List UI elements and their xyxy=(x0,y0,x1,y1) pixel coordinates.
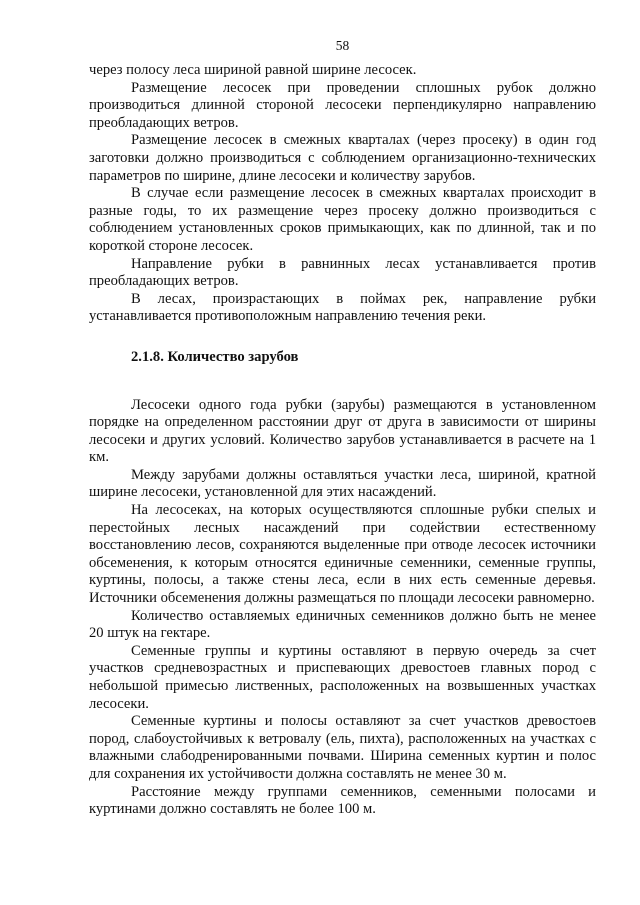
paragraph: На лесосеках, на которых осуществляются сплошные рубки спелых и перестойных лесных насаждений при содействии естественному восстановлению лесов, сохраняются выделенные при отводе лесосек источники обсеменения, к которым относятся единичные семенники, семенные группы, куртины, полосы, а также стены леса, если в них есть семенные деревья. Источники обсеменения должны размещаться по площади лесосеки равномерно. xyxy=(89,502,596,607)
document-page xyxy=(89,38,596,819)
paragraph: В лесах, произрастающих в поймах рек, направление рубки устанавливается противоположным направлению течения реки. xyxy=(89,290,596,325)
section-heading: 2.1.8. Количество зарубов xyxy=(131,348,299,365)
paragraph: Направление рубки в равнинных лесах устанавливается против преобладающих ветров. xyxy=(89,255,596,290)
section-spacer xyxy=(89,367,596,397)
paragraph: В случае если размещение лесосек в смежных кварталах происходит в разные годы, то их размещение через просеку должно производиться с соблюдением установленных сроков примыкающих, как по длинной, так и по короткой стороне лесосек. xyxy=(89,185,596,254)
paragraph: Количество оставляемых единичных семенников должно быть не менее 20 штук на гектаре. xyxy=(89,607,596,642)
page-number: 58 xyxy=(335,38,350,53)
paragraph-continuation: через полосу леса шириной равной ширине лесосек. xyxy=(89,62,417,78)
paragraph: Лесосеки одного года рубки (зарубы) размещаются в установленном порядке на определенном расстоянии друг от друга в зависимости от ширины лесосеки и других условий. Количество зарубов устанавливается в расчете на 1 км. xyxy=(89,396,596,466)
paragraph: Семенные куртины и полосы оставляют за счет участков древостоев пород, слабоустойчивых к ветровалу (ель, пихта), расположенных на участках с влажными слабодренированными почвами. Ширина семенных куртин и полос для сохранения их устойчивости должна составлять не менее 30 м. xyxy=(89,713,596,782)
paragraph: Расстояние между группами семенников, семенными полосами и куртинами должно составлять не более 100 м. xyxy=(89,783,596,818)
paragraph: Между зарубами должны оставляться участки леса, шириной, кратной ширине лесосеки, установленной для этих насаждений. xyxy=(89,466,596,501)
paragraph: Размещение лесосек при проведении сплошных рубок должно производиться длинной стороной лесосеки перпендикулярно направлению преобладающих ветров. xyxy=(89,79,596,131)
paragraph: Размещение лесосек в смежных кварталах (через просеку) в один год заготовки должно производиться с соблюдением организационно-технических параметров по ширине, длине лесосеки и количеству зарубов. xyxy=(89,132,596,184)
paragraph: Семенные группы и куртины оставляют в первую очередь за счет участков средневозрастных и приспевающих древостоев главных пород с небольшой примесью лиственных, расположенных на возвышенных участках лесосеки. xyxy=(89,642,596,712)
